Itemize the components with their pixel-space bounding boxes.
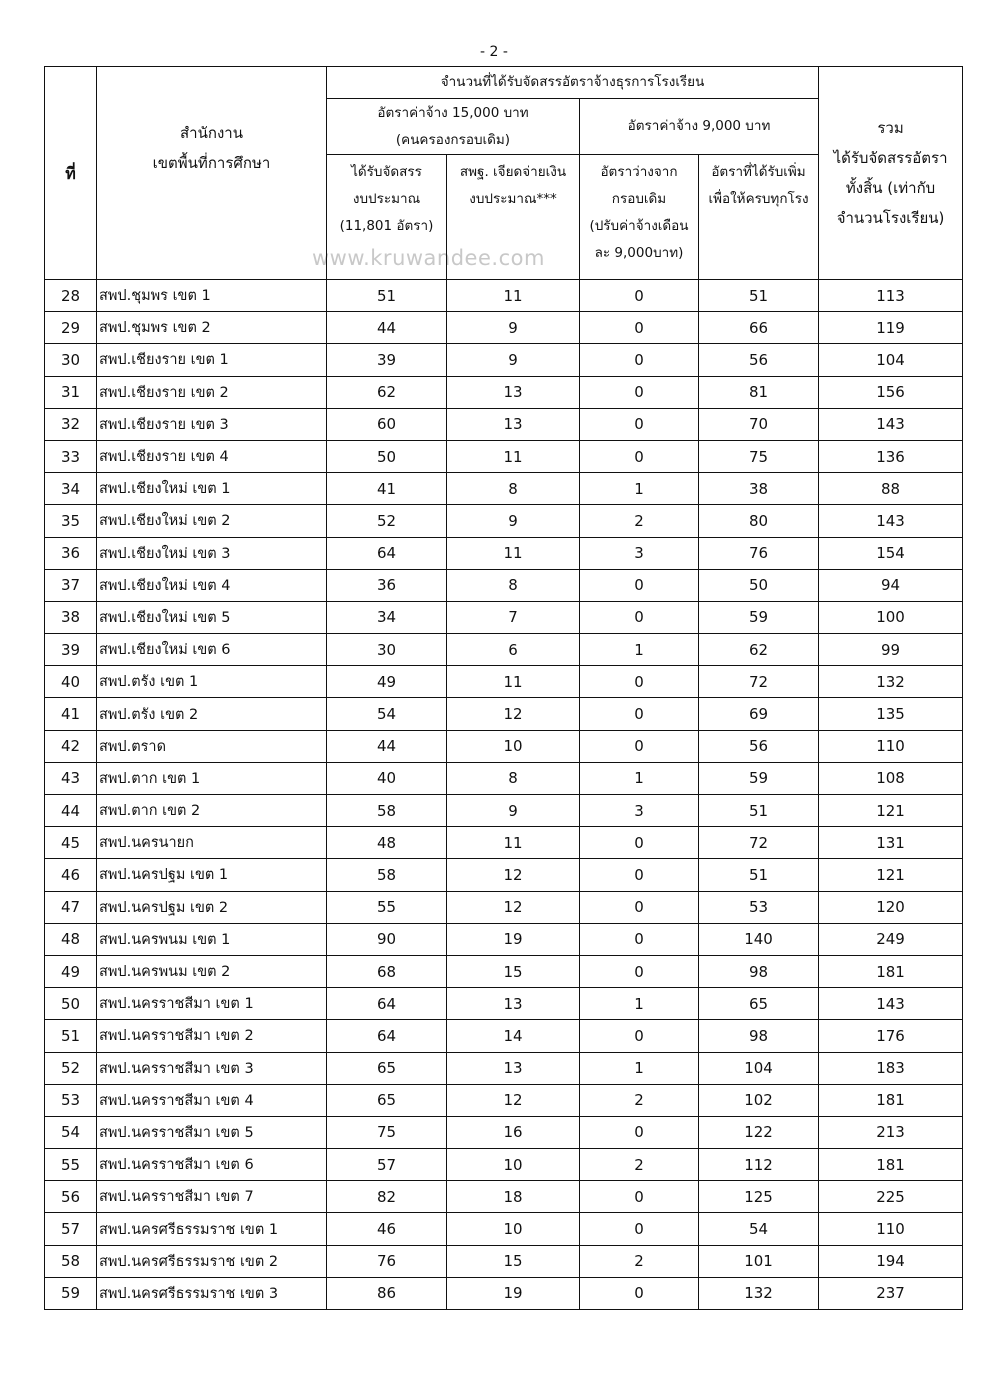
vacant-count: 1 (580, 1052, 699, 1084)
saving-count: 13 (447, 1052, 580, 1084)
saving-count: 13 (447, 988, 580, 1020)
vacant-count: 0 (580, 666, 699, 698)
total-count: 121 (819, 795, 963, 827)
added-count: 80 (699, 505, 819, 537)
vacant-count: 0 (580, 923, 699, 955)
header-budget-line: งบประมาณ (352, 191, 421, 207)
row-number: 44 (45, 795, 97, 827)
budget-count: 90 (327, 923, 447, 955)
vacant-count: 2 (580, 1084, 699, 1116)
row-number: 55 (45, 1149, 97, 1181)
total-count: 135 (819, 698, 963, 730)
budget-count: 48 (327, 827, 447, 859)
office-name: สพป.เชียงราย เขต 1 (97, 344, 327, 376)
added-count: 54 (699, 1213, 819, 1245)
saving-count: 14 (447, 1020, 580, 1052)
row-number: 37 (45, 569, 97, 601)
table-row (45, 698, 963, 730)
saving-count: 7 (447, 601, 580, 633)
total-count: 249 (819, 923, 963, 955)
saving-count: 18 (447, 1181, 580, 1213)
row-number: 34 (45, 473, 97, 505)
watermark: www.kruwandee.com (312, 246, 545, 270)
office-name: สพป.เชียงใหม่ เขต 6 (97, 634, 327, 666)
header-vacant-line: กรอบเดิม (611, 191, 667, 207)
budget-count: 44 (327, 730, 447, 762)
header-added-line: เพื่อให้ครบทุกโรง (708, 191, 809, 207)
office-name: สพป.นครศรีธรรมราช เขต 1 (97, 1213, 327, 1245)
added-count: 56 (699, 344, 819, 376)
total-count: 110 (819, 1213, 963, 1245)
row-number: 39 (45, 634, 97, 666)
saving-count: 9 (447, 505, 580, 537)
budget-count: 62 (327, 376, 447, 408)
vacant-count: 0 (580, 344, 699, 376)
office-name: สพป.นครพนม เขต 2 (97, 955, 327, 987)
office-name: สพป.นครศรีธรรมราช เขต 2 (97, 1245, 327, 1277)
row-number: 43 (45, 762, 97, 794)
table-row (45, 988, 963, 1020)
added-count: 70 (699, 408, 819, 440)
header-office-line: เขตพื้นที่การศึกษา (152, 154, 271, 172)
budget-count: 75 (327, 1116, 447, 1148)
row-number: 29 (45, 312, 97, 344)
total-count: 194 (819, 1245, 963, 1277)
table-row (45, 634, 963, 666)
budget-count: 68 (327, 955, 447, 987)
table-row (45, 1277, 963, 1309)
budget-count: 58 (327, 859, 447, 891)
saving-count: 11 (447, 280, 580, 312)
saving-count: 9 (447, 344, 580, 376)
saving-count: 13 (447, 376, 580, 408)
office-name: สพป.เชียงใหม่ เขต 4 (97, 569, 327, 601)
budget-count: 64 (327, 1020, 447, 1052)
table-row (45, 859, 963, 891)
table-row (45, 666, 963, 698)
added-count: 62 (699, 634, 819, 666)
office-name: สพป.ตรัง เขต 2 (97, 698, 327, 730)
table-row (45, 795, 963, 827)
table-row (45, 891, 963, 923)
row-number: 31 (45, 376, 97, 408)
office-name: สพป.ตรัง เขต 1 (97, 666, 327, 698)
vacant-count: 0 (580, 440, 699, 472)
office-name: สพป.นครราชสีมา เขต 1 (97, 988, 327, 1020)
row-number: 28 (45, 280, 97, 312)
vacant-count: 0 (580, 376, 699, 408)
total-count: 181 (819, 1084, 963, 1116)
header-total-line: ได้รับจัดสรรอัตรา (833, 149, 948, 167)
vacant-count: 1 (580, 473, 699, 505)
vacant-count: 3 (580, 795, 699, 827)
table-body (45, 280, 963, 1310)
table-row (45, 537, 963, 569)
added-count: 51 (699, 795, 819, 827)
table-row (45, 1116, 963, 1148)
vacant-count: 0 (580, 569, 699, 601)
row-number: 50 (45, 988, 97, 1020)
vacant-count: 0 (580, 1213, 699, 1245)
row-number: 49 (45, 955, 97, 987)
vacant-count: 1 (580, 634, 699, 666)
saving-count: 12 (447, 891, 580, 923)
table-row (45, 923, 963, 955)
budget-count: 64 (327, 988, 447, 1020)
header-vacant (580, 155, 699, 280)
budget-count: 51 (327, 280, 447, 312)
office-name: สพป.นครราชสีมา เขต 4 (97, 1084, 327, 1116)
table-row (45, 1245, 963, 1277)
vacant-count: 2 (580, 1245, 699, 1277)
total-count: 119 (819, 312, 963, 344)
header-total (819, 67, 963, 280)
total-count: 132 (819, 666, 963, 698)
added-count: 75 (699, 440, 819, 472)
added-count: 81 (699, 376, 819, 408)
budget-count: 60 (327, 408, 447, 440)
row-number: 53 (45, 1084, 97, 1116)
vacant-count: 0 (580, 1277, 699, 1309)
office-name: สพป.นครศรีธรรมราช เขต 3 (97, 1277, 327, 1309)
budget-count: 44 (327, 312, 447, 344)
vacant-count: 1 (580, 988, 699, 1020)
table-row (45, 569, 963, 601)
added-count: 72 (699, 827, 819, 859)
total-count: 113 (819, 280, 963, 312)
row-number: 57 (45, 1213, 97, 1245)
saving-count: 16 (447, 1116, 580, 1148)
added-count: 51 (699, 859, 819, 891)
row-number: 40 (45, 666, 97, 698)
vacant-count: 3 (580, 537, 699, 569)
table-row (45, 408, 963, 440)
saving-count: 10 (447, 1149, 580, 1181)
office-name: สพป.นครปฐม เขต 1 (97, 859, 327, 891)
total-count: 100 (819, 601, 963, 633)
table-row (45, 1181, 963, 1213)
total-count: 143 (819, 505, 963, 537)
table-row (45, 280, 963, 312)
vacant-count: 0 (580, 1181, 699, 1213)
table-row (45, 1020, 963, 1052)
total-count: 136 (819, 440, 963, 472)
added-count: 101 (699, 1245, 819, 1277)
header-vacant-line: อัตราว่างจาก (600, 164, 678, 180)
header-budget (327, 155, 447, 280)
budget-count: 65 (327, 1084, 447, 1116)
budget-count: 40 (327, 762, 447, 794)
added-count: 66 (699, 312, 819, 344)
row-number: 41 (45, 698, 97, 730)
total-count: 104 (819, 344, 963, 376)
saving-count: 15 (447, 955, 580, 987)
budget-count: 54 (327, 698, 447, 730)
added-count: 98 (699, 955, 819, 987)
row-number: 51 (45, 1020, 97, 1052)
total-count: 176 (819, 1020, 963, 1052)
total-count: 156 (819, 376, 963, 408)
page-number: - 2 - (480, 44, 508, 60)
office-name: สพป.นครราชสีมา เขต 5 (97, 1116, 327, 1148)
added-count: 76 (699, 537, 819, 569)
budget-count: 50 (327, 440, 447, 472)
header-office (97, 67, 327, 280)
office-name: สพป.เชียงราย เขต 4 (97, 440, 327, 472)
row-number: 36 (45, 537, 97, 569)
office-name: สพป.นครราชสีมา เขต 6 (97, 1149, 327, 1181)
vacant-count: 0 (580, 698, 699, 730)
vacant-count: 0 (580, 1116, 699, 1148)
total-count: 121 (819, 859, 963, 891)
saving-count: 12 (447, 698, 580, 730)
total-count: 88 (819, 473, 963, 505)
saving-count: 11 (447, 537, 580, 569)
total-count: 213 (819, 1116, 963, 1148)
table-row (45, 955, 963, 987)
total-count: 120 (819, 891, 963, 923)
added-count: 104 (699, 1052, 819, 1084)
added-count: 112 (699, 1149, 819, 1181)
total-count: 225 (819, 1181, 963, 1213)
added-count: 98 (699, 1020, 819, 1052)
table-row (45, 1052, 963, 1084)
added-count: 72 (699, 666, 819, 698)
table-row (45, 505, 963, 537)
office-name: สพป.เชียงใหม่ เขต 3 (97, 537, 327, 569)
row-number: 54 (45, 1116, 97, 1148)
total-count: 110 (819, 730, 963, 762)
saving-count: 12 (447, 1084, 580, 1116)
budget-count: 39 (327, 344, 447, 376)
budget-count: 41 (327, 473, 447, 505)
total-count: 143 (819, 408, 963, 440)
saving-count: 13 (447, 408, 580, 440)
header-office-line: สำนักงาน (180, 124, 243, 142)
row-number: 33 (45, 440, 97, 472)
vacant-count: 0 (580, 312, 699, 344)
office-name: สพป.นครราชสีมา เขต 7 (97, 1181, 327, 1213)
saving-count: 9 (447, 795, 580, 827)
saving-count: 19 (447, 1277, 580, 1309)
row-number: 38 (45, 601, 97, 633)
budget-count: 34 (327, 601, 447, 633)
office-name: สพป.นครปฐม เขต 2 (97, 891, 327, 923)
saving-count: 10 (447, 1213, 580, 1245)
header-saving-line: งบประมาณ*** (469, 191, 557, 207)
office-name: สพป.เชียงใหม่ เขต 5 (97, 601, 327, 633)
allocation-table (44, 66, 963, 1310)
header-rate-15000 (327, 99, 580, 155)
vacant-count: 2 (580, 1149, 699, 1181)
budget-count: 52 (327, 505, 447, 537)
added-count: 69 (699, 698, 819, 730)
row-number: 35 (45, 505, 97, 537)
budget-count: 57 (327, 1149, 447, 1181)
saving-count: 8 (447, 762, 580, 794)
header-total-line: รวม (877, 119, 904, 137)
row-number: 46 (45, 859, 97, 891)
row-number: 52 (45, 1052, 97, 1084)
budget-count: 58 (327, 795, 447, 827)
vacant-count: 0 (580, 601, 699, 633)
saving-count: 6 (447, 634, 580, 666)
saving-count: 8 (447, 569, 580, 601)
budget-count: 64 (327, 537, 447, 569)
added-count: 38 (699, 473, 819, 505)
office-name: สพป.นครพนม เขต 1 (97, 923, 327, 955)
header-budget-line: (11,801 อัตรา) (339, 218, 434, 234)
saving-count: 8 (447, 473, 580, 505)
vacant-count: 0 (580, 280, 699, 312)
office-name: สพป.ชุมพร เขต 1 (97, 280, 327, 312)
total-count: 131 (819, 827, 963, 859)
budget-count: 82 (327, 1181, 447, 1213)
total-count: 108 (819, 762, 963, 794)
total-count: 99 (819, 634, 963, 666)
header-rate-15000-line: (คนครองกรอบเดิม) (395, 131, 511, 148)
office-name: สพป.ชุมพร เขต 2 (97, 312, 327, 344)
total-count: 183 (819, 1052, 963, 1084)
header-group-title: จำนวนที่ได้รับจัดสรรอัตราจ้างธุรการโรงเรียน (327, 67, 819, 99)
budget-count: 49 (327, 666, 447, 698)
budget-count: 76 (327, 1245, 447, 1277)
added-count: 125 (699, 1181, 819, 1213)
office-name: สพป.นครราชสีมา เขต 3 (97, 1052, 327, 1084)
office-name: สพป.เชียงใหม่ เขต 2 (97, 505, 327, 537)
office-name: สพป.ตาก เขต 2 (97, 795, 327, 827)
vacant-count: 0 (580, 891, 699, 923)
total-count: 181 (819, 1149, 963, 1181)
saving-count: 11 (447, 440, 580, 472)
added-count: 140 (699, 923, 819, 955)
added-count: 132 (699, 1277, 819, 1309)
budget-count: 36 (327, 569, 447, 601)
vacant-count: 0 (580, 730, 699, 762)
office-name: สพป.เชียงราย เขต 2 (97, 376, 327, 408)
row-number: 58 (45, 1245, 97, 1277)
office-name: สพป.นครราชสีมา เขต 2 (97, 1020, 327, 1052)
office-name: สพป.ตราด (97, 730, 327, 762)
total-count: 154 (819, 537, 963, 569)
added-count: 51 (699, 280, 819, 312)
header-budget-line: ได้รับจัดสรร (351, 164, 422, 180)
table-row (45, 601, 963, 633)
total-count: 181 (819, 955, 963, 987)
added-count: 102 (699, 1084, 819, 1116)
header-vacant-line: ละ 9,000บาท) (594, 245, 684, 261)
table-header (45, 67, 963, 280)
saving-count: 9 (447, 312, 580, 344)
total-count: 143 (819, 988, 963, 1020)
row-number: 42 (45, 730, 97, 762)
header-added (699, 155, 819, 280)
office-name: สพป.ตาก เขต 1 (97, 762, 327, 794)
header-rate-9000: อัตราค่าจ้าง 9,000 บาท (580, 99, 819, 155)
vacant-count: 0 (580, 827, 699, 859)
added-count: 53 (699, 891, 819, 923)
vacant-count: 2 (580, 505, 699, 537)
budget-count: 55 (327, 891, 447, 923)
vacant-count: 0 (580, 1020, 699, 1052)
saving-count: 10 (447, 730, 580, 762)
total-count: 94 (819, 569, 963, 601)
row-number: 56 (45, 1181, 97, 1213)
saving-count: 12 (447, 859, 580, 891)
table-row (45, 440, 963, 472)
added-count: 59 (699, 601, 819, 633)
added-count: 56 (699, 730, 819, 762)
vacant-count: 0 (580, 408, 699, 440)
table-row (45, 344, 963, 376)
added-count: 122 (699, 1116, 819, 1148)
budget-count: 86 (327, 1277, 447, 1309)
table-row (45, 312, 963, 344)
budget-count: 65 (327, 1052, 447, 1084)
total-count: 237 (819, 1277, 963, 1309)
row-number: 48 (45, 923, 97, 955)
saving-count: 15 (447, 1245, 580, 1277)
header-total-line: ทั้งสิ้น (เท่ากับ (845, 179, 936, 197)
header-no: ที่ (45, 67, 97, 280)
added-count: 59 (699, 762, 819, 794)
saving-count: 11 (447, 666, 580, 698)
header-added-line: อัตราที่ได้รับเพิ่ม (711, 164, 806, 180)
office-name: สพป.นครนายก (97, 827, 327, 859)
row-number: 59 (45, 1277, 97, 1309)
added-count: 65 (699, 988, 819, 1020)
row-number: 47 (45, 891, 97, 923)
header-saving (447, 155, 580, 280)
budget-count: 46 (327, 1213, 447, 1245)
table-row (45, 1213, 963, 1245)
budget-count: 30 (327, 634, 447, 666)
row-number: 32 (45, 408, 97, 440)
vacant-count: 1 (580, 762, 699, 794)
office-name: สพป.เชียงราย เขต 3 (97, 408, 327, 440)
saving-count: 11 (447, 827, 580, 859)
vacant-count: 0 (580, 955, 699, 987)
office-name: สพป.เชียงใหม่ เขต 1 (97, 473, 327, 505)
table-row (45, 762, 963, 794)
header-saving-line: สพฐ. เจียดจ่ายเงิน (459, 164, 567, 180)
header-rate-15000-line: อัตราค่าจ้าง 15,000 บาท (377, 104, 529, 121)
table-row (45, 473, 963, 505)
row-number: 45 (45, 827, 97, 859)
table-row (45, 1149, 963, 1181)
table-row (45, 827, 963, 859)
added-count: 50 (699, 569, 819, 601)
row-number: 30 (45, 344, 97, 376)
table-row (45, 730, 963, 762)
header-vacant-line: (ปรับค่าจ้างเดือน (589, 218, 689, 234)
vacant-count: 0 (580, 859, 699, 891)
saving-count: 19 (447, 923, 580, 955)
header-total-line: จำนวนโรงเรียน) (836, 209, 945, 227)
table-row (45, 376, 963, 408)
table-row (45, 1084, 963, 1116)
